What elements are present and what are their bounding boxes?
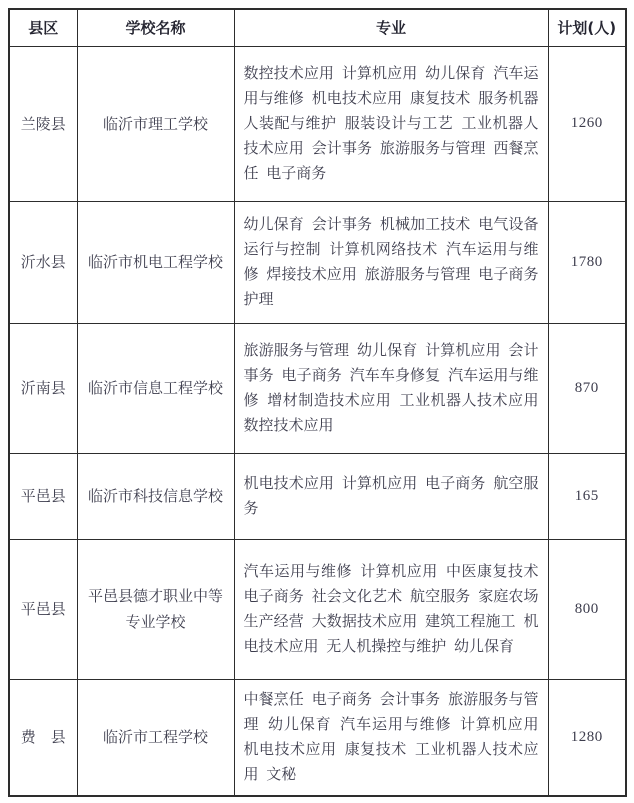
table-row [9,201,626,323]
plan-cell: 1280 [548,679,626,796]
header-county: 县区 [9,9,77,46]
schools-enrollment-table [8,8,627,797]
table-row [9,539,626,679]
plan-cell: 165 [548,453,626,539]
school-cell: 临沂市工程学校 [77,679,234,796]
county-cell: 兰陵县 [9,46,77,201]
majors-cell: 旅游服务与管理 幼儿保育 计算机应用 会计事务 电子商务 汽车车身修复 汽车运用与维修 增材制造技术应用 工业机器人技术应用 数控技术应用 [234,323,548,453]
majors-cell: 机电技术应用 计算机应用 电子商务 航空服务 [234,453,548,539]
table-row [9,46,626,201]
table-row [9,679,626,796]
table-row [9,323,626,453]
county-cell: 平邑县 [9,453,77,539]
county-cell: 费 县 [9,679,77,796]
school-cell: 临沂市信息工程学校 [77,323,234,453]
majors-cell: 幼儿保育 会计事务 机械加工技术 电气设备运行与控制 计算机网络技术 汽车运用与维修 焊接技术应用 旅游服务与管理 电子商务 护理 [234,201,548,323]
plan-cell: 800 [548,539,626,679]
school-cell: 临沂市机电工程学校 [77,201,234,323]
header-majors: 专业 [234,9,548,46]
table-row [9,453,626,539]
majors-cell: 中餐烹任 电子商务 会计事务 旅游服务与管理 幼儿保育 汽车运用与维修 计算机应用 机电技术应用 康复技术 工业机器人技术应用 文秘 [234,679,548,796]
plan-cell: 870 [548,323,626,453]
school-cell: 平邑县德才职业中等专业学校 [77,539,234,679]
county-cell: 沂水县 [9,201,77,323]
school-cell: 临沂市理工学校 [77,46,234,201]
majors-cell: 汽车运用与维修 计算机应用 中医康复技术 电子商务 社会文化艺术 航空服务 家庭农场生产经营 大数据技术应用 建筑工程施工 机电技术应用 无人机操控与维护 幼儿保育 [234,539,548,679]
majors-cell: 数控技术应用 计算机应用 幼儿保育 汽车运用与维修 机电技术应用 康复技术 服务机器人装配与维护 服装设计与工艺 工业机器人技术应用 会计事务 旅游服务与管理 西餐烹任 电子商务 [234,46,548,201]
table-header-row [9,9,626,46]
header-school-name: 学校名称 [77,9,234,46]
county-cell: 平邑县 [9,539,77,679]
county-cell: 沂南县 [9,323,77,453]
header-plan-count: 计划(人) [548,9,626,46]
school-cell: 临沂市科技信息学校 [77,453,234,539]
plan-cell: 1780 [548,201,626,323]
plan-cell: 1260 [548,46,626,201]
